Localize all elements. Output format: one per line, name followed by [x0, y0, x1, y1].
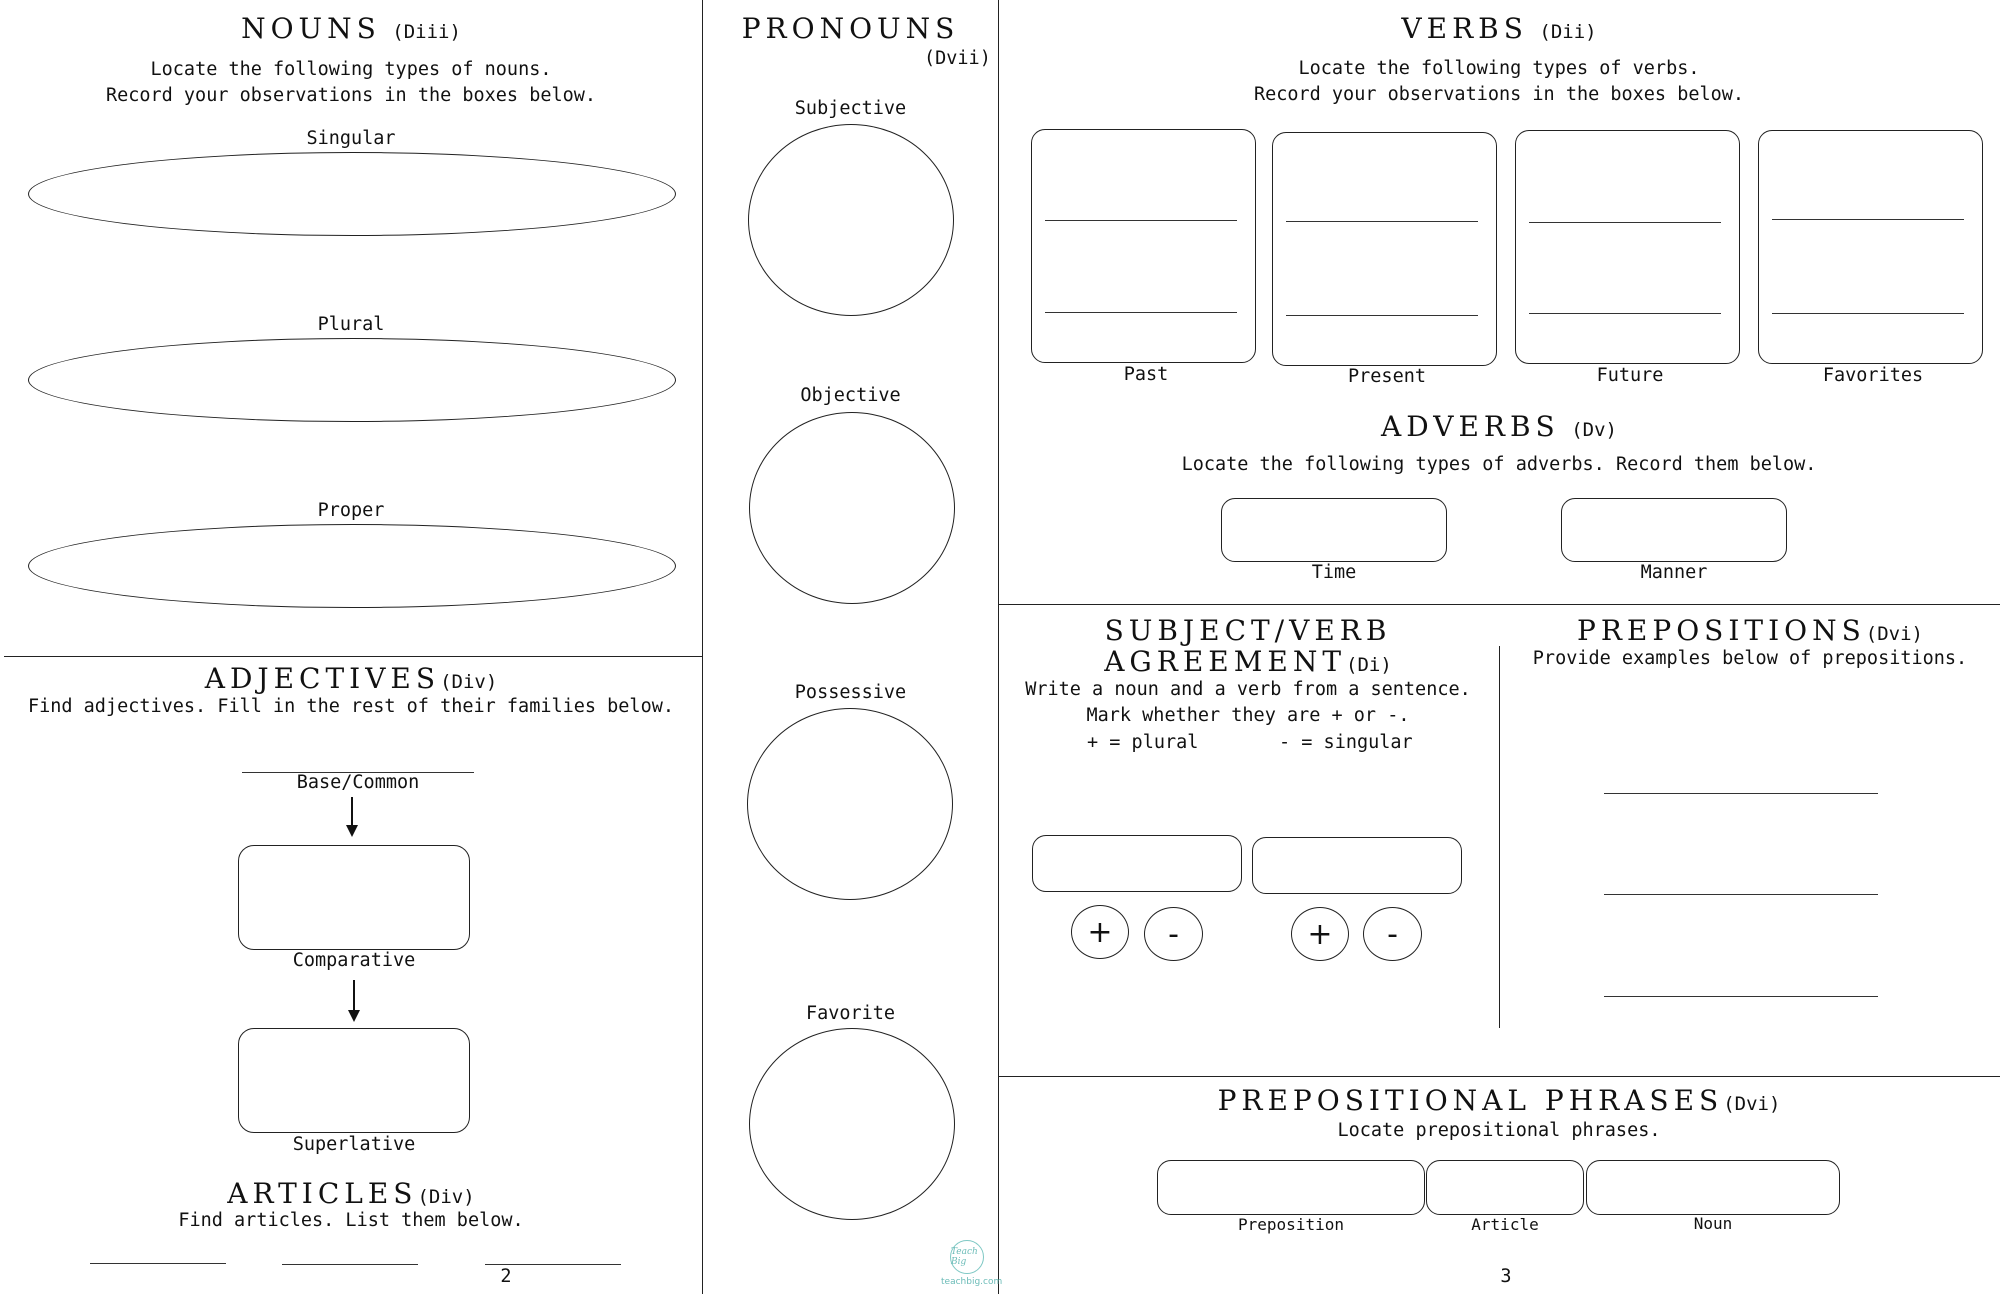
teachbig-logo-icon: Teach Big: [950, 1240, 984, 1274]
agreement-instructions: Write a noun and a verb from a sentence. Mark whether they are + or -.: [1025, 679, 1471, 726]
nouns-section: [0, 12, 702, 45]
adverb-time-box[interactable]: [1221, 498, 1447, 562]
adverbs-title: ADVERBS (Dv): [1381, 410, 1617, 443]
page-number-right: 3: [1500, 1266, 1512, 1287]
pronouns-title: PRONOUNS: [741, 12, 960, 45]
phrases-section: [998, 1084, 2000, 1117]
agreement-title-line2: AGREEMENT(Di): [1104, 645, 1392, 678]
phrases-title: PREPOSITIONAL PHRASES(Dvi): [1217, 1084, 1781, 1117]
nouns-adjectives-divider: [4, 656, 702, 657]
pronouns-section: [703, 12, 998, 45]
agreement-prepositions-divider: [1499, 646, 1500, 1028]
nouns-title: NOUNS (Diii): [241, 12, 461, 45]
pronouns-code: (Dvii): [924, 48, 991, 69]
verb-answer-line[interactable]: [1529, 313, 1721, 314]
pronoun-possessive-field[interactable]: [747, 708, 953, 900]
verb-answer-line[interactable]: [1772, 219, 1964, 220]
adverbs-agreement-divider: [998, 604, 2000, 605]
article-answer-line[interactable]: [485, 1264, 621, 1265]
arrow-down-icon: [353, 980, 355, 1020]
noun-proper-label: Proper: [317, 500, 385, 521]
prepositions-instruction: Provide examples below of prepositions.: [1532, 648, 1968, 669]
key-plural: + = plural: [1087, 732, 1199, 753]
noun-singular-field[interactable]: [28, 152, 676, 236]
agreement-phrases-divider: [998, 1076, 2000, 1077]
page-number-left: 2: [500, 1266, 512, 1287]
verbs-title: VERBS (Dii): [1401, 12, 1597, 45]
verb-favorites-label: Favorites: [1822, 365, 1924, 386]
verb-past-label: Past: [1123, 364, 1169, 385]
adjective-superlative-label: Superlative: [292, 1134, 416, 1155]
key-singular: - = singular: [1279, 732, 1413, 753]
prepositions-title: PREPOSITIONS(Dvi): [1577, 614, 1923, 647]
verb-answer-line[interactable]: [1772, 313, 1964, 314]
pronoun-possessive-label: Possessive: [794, 682, 907, 703]
verb-past-box[interactable]: [1031, 129, 1256, 363]
verb-answer-line[interactable]: [1045, 220, 1237, 221]
agreement-section: [998, 614, 1498, 678]
verb-favorites-box[interactable]: [1758, 130, 1983, 364]
phrase-article-label: Article: [1471, 1215, 1539, 1234]
nouns-instructions: Locate the following types of nouns. Record your observations in the boxes below.: [105, 59, 597, 106]
plus-button[interactable]: +: [1071, 905, 1129, 959]
adjective-superlative-box[interactable]: [238, 1028, 470, 1133]
agreement-title-line1: SUBJECT/VERB: [1104, 614, 1392, 647]
plus-button[interactable]: +: [1291, 907, 1349, 961]
article-answer-line[interactable]: [90, 1263, 226, 1264]
noun-proper-field[interactable]: [28, 524, 676, 608]
article-answer-line[interactable]: [282, 1264, 418, 1265]
verbs-section: [998, 12, 2000, 45]
pronoun-favorite-label: Favorite: [805, 1003, 896, 1024]
adjectives-instruction: Find adjectives. Fill in the rest of their families below.: [27, 696, 674, 717]
verb-present-box[interactable]: [1272, 132, 1497, 366]
articles-title: ARTICLES(Div): [227, 1177, 475, 1210]
adverb-manner-label: Manner: [1640, 562, 1708, 583]
adjectives-section: [0, 662, 702, 695]
preposition-answer-line[interactable]: [1604, 793, 1878, 794]
phrase-noun-label: Noun: [1693, 1214, 1733, 1233]
minus-button[interactable]: -: [1144, 907, 1203, 961]
phrase-preposition-label: Preposition: [1238, 1215, 1344, 1234]
adjective-comparative-label: Comparative: [292, 950, 416, 971]
verbs-instructions: Locate the following types of verbs. Record your observations in the boxes below.: [1253, 58, 1745, 105]
phrases-instruction: Locate prepositional phrases.: [1337, 1120, 1661, 1141]
phrase-preposition-box[interactable]: [1157, 1160, 1425, 1215]
adjectives-title: ADJECTIVES(Div): [204, 662, 498, 695]
verb-answer-line[interactable]: [1529, 222, 1721, 223]
noun-entry-box[interactable]: [1032, 835, 1242, 892]
adverbs-section: [998, 410, 2000, 443]
articles-instruction: Find articles. List them below.: [178, 1210, 524, 1231]
verb-present-label: Present: [1348, 366, 1426, 387]
noun-singular-label: Singular: [306, 128, 396, 149]
articles-section: [0, 1177, 702, 1210]
verb-answer-line[interactable]: [1286, 315, 1478, 316]
noun-plural-label: Plural: [317, 314, 385, 335]
pronoun-favorite-field[interactable]: [749, 1028, 955, 1220]
adjective-comparative-box[interactable]: [238, 845, 470, 950]
pronoun-subjective-field[interactable]: [748, 124, 954, 316]
adverb-time-label: Time: [1311, 562, 1357, 583]
logo-url: teachbig.com: [941, 1277, 1003, 1287]
pronoun-objective-field[interactable]: [749, 412, 955, 604]
verb-future-label: Future: [1596, 365, 1664, 386]
verb-answer-line[interactable]: [1286, 221, 1478, 222]
phrase-noun-box[interactable]: [1586, 1160, 1840, 1215]
verb-answer-line[interactable]: [1045, 312, 1237, 313]
preposition-answer-line[interactable]: [1604, 996, 1878, 997]
pronoun-objective-label: Objective: [800, 385, 901, 406]
page-divider-left: [702, 0, 703, 1294]
phrase-article-box[interactable]: [1426, 1160, 1584, 1215]
preposition-answer-line[interactable]: [1604, 894, 1878, 895]
minus-button[interactable]: -: [1363, 907, 1422, 961]
noun-plural-field[interactable]: [28, 338, 676, 422]
adverb-manner-box[interactable]: [1561, 498, 1787, 562]
verb-future-box[interactable]: [1515, 130, 1740, 364]
arrow-down-icon: [351, 797, 353, 835]
pronoun-subjective-label: Subjective: [794, 98, 907, 119]
adjective-base-label: Base/Common: [296, 772, 420, 793]
adverbs-instruction: Locate the following types of adverbs. Record them below.: [1181, 454, 1817, 475]
verb-entry-box[interactable]: [1252, 837, 1462, 894]
prepositions-section: [1500, 614, 2000, 647]
